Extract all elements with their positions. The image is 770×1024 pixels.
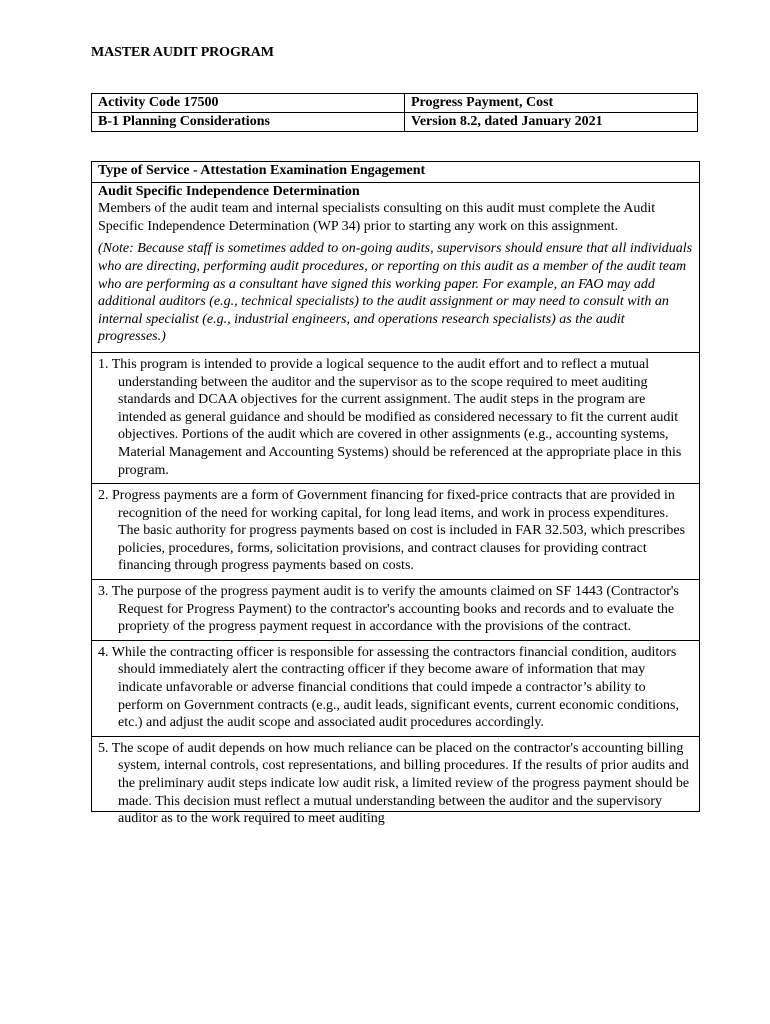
document-title: MASTER AUDIT PROGRAM: [91, 45, 274, 60]
activity-code: Activity Code 17500: [92, 94, 405, 113]
program-name: Progress Payment, Cost: [405, 94, 698, 113]
section-title: B-1 Planning Considerations: [92, 113, 405, 132]
program-item-5: 5. The scope of audit depends on how much reliance can be placed on the contractor's accounting billing system, internal controls, cost representations, and billing procedures. If the results of prior audits and the preliminary audit steps indicate low audit risk, a limited review of the progress payment should be made. This decision must reflect a mutual understanding between the auditor and the supervisory auditor as to the work required to meet auditing: [92, 736, 699, 811]
type-of-service: Type of Service - Attestation Examination Engagement: [98, 163, 426, 178]
program-item-4: 4. While the contracting officer is responsible for assessing the contractors financial condition, auditors should immediately alert the contracting officer if they become aware of information that may indicate unfavorable or adverse financial conditions that could impede a contractor’s ability to perform on Government contracts (e.g., audit leads, significant events, current economic conditions, etc.) and adjust the audit scope and associated audit procedures accordingly.: [92, 640, 699, 736]
independence-heading: Audit Specific Independence Determination: [98, 183, 360, 199]
header-row-2: [92, 113, 698, 132]
independence-text: Members of the audit team and internal specialists consulting on this audit must complete the Audit Specific Independence Determination (WP 34) prior to starting any work on this assignment.: [98, 201, 656, 234]
program-item-3: 3. The purpose of the progress payment audit is to verify the amounts claimed on SF 1443 (Contractor's Request for Progress Payment) to the contractor's accounting books and records and to evaluate the propriety of the progress payment request in accordance with the provisions of the contract.: [92, 579, 699, 640]
independence-section: [92, 182, 699, 352]
header-table: [91, 93, 698, 132]
program-item-1: 1. This program is intended to provide a logical sequence to the audit effort and to reflect a mutual understanding between the auditor and the supervisor as to the scope required to meet auditing standards and DCAA objectives for the current assignment. The audit steps in the program are intended as general guidance and should be modified as considered necessary to fit the current audit objectives. Portions of the audit which are covered in other assignments (e.g., accounting systems, Material Management and Accounting Systems) should be referenced at the appropriate place in this program.: [92, 352, 699, 483]
program-version: Version 8.2, dated January 2021: [405, 113, 698, 132]
main-table: [91, 161, 700, 827]
program-item-2: 2. Progress payments are a form of Government financing for fixed-price contracts that are provided in recognition of the need for working capital, for long lead items, and work in process expenditures. The basic authority for progress payments based on cost is included in FAR 32.503, which prescribes policies, procedures, forms, solicitation provisions, and contract clauses for providing contract financing through progress payments based on costs.: [92, 483, 699, 579]
header-row-1: [92, 94, 698, 113]
independence-note: (Note: Because staff is sometimes added to on-going audits, supervisors should ensure that all individuals who are directing, performing audit procedures, or reporting on this audit as a member of the audit team who are performing as a consultant have signed this working paper. For example, an FAO may add additional auditors (e.g., technical specialists) to the audit assignment or may need to consult with an internal specialist (e.g., industrial engineers, and operations research specialists) as the audit progresses.): [98, 241, 693, 345]
